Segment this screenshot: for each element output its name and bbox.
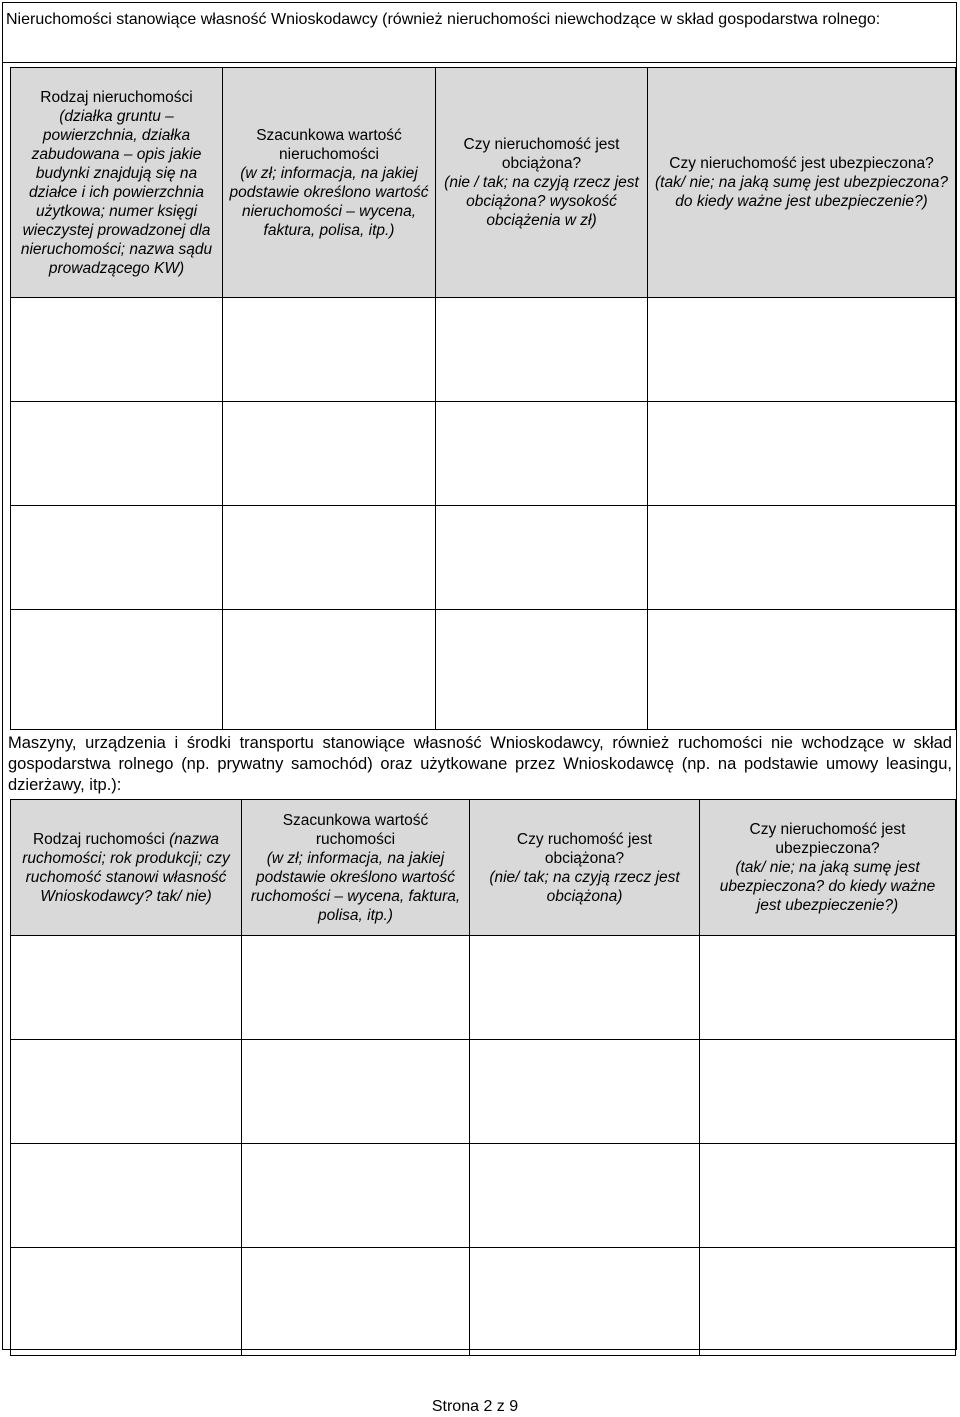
entry-cell[interactable] <box>11 402 223 506</box>
entry-cell[interactable] <box>242 936 470 1040</box>
col-header-estimated-value <box>242 800 470 936</box>
entry-cell[interactable] <box>470 936 700 1040</box>
col-header-insurance <box>700 800 956 936</box>
col-header-hint: (tak/ nie; na jaką sumę jest ubezpieczona? do kiedy ważne jest ubezpieczenie?) <box>719 859 936 914</box>
section2-title: Maszyny, urządzenia i środki transportu stanowiące własność Wnioskodawcy, również ruchomości nie wchodzące w skład gospodarstwa rolnego (np. prywatny samochód) oraz użytkowane przez Wnioskodawcę (np. na podstawie umowy leasingu, dzierżawy, itp.): <box>8 734 952 794</box>
col-header-hint: (nie/ tak; na czyją rzecz jest obciążona) <box>489 868 680 905</box>
table-row <box>11 610 956 730</box>
entry-cell[interactable] <box>648 298 956 402</box>
table-header-row <box>11 800 956 936</box>
entry-cell[interactable] <box>11 506 223 610</box>
title-divider <box>2 62 957 63</box>
real-estate-table <box>10 67 956 730</box>
table-row <box>11 402 956 506</box>
page-number: Strona 2 z 9 <box>431 1398 519 1415</box>
col-header-lead: Czy ruchomość jest obciążona? <box>516 830 653 867</box>
col-header-hint: (nazwa ruchomości; rok produkcji; czy ruchomość stanowi własność Wnioskodawcy? tak/ nie) <box>22 830 230 905</box>
entry-cell[interactable] <box>470 1040 700 1144</box>
entry-cell[interactable] <box>11 298 223 402</box>
entry-cell[interactable] <box>648 402 956 506</box>
entry-cell[interactable] <box>11 610 223 730</box>
entry-cell[interactable] <box>436 610 648 730</box>
entry-cell[interactable] <box>648 610 956 730</box>
section1-title: Nieruchomości stanowiące własność Wnioskodawcy (również nieruchomości niewchodzące w skład gospodarstwa rolnego: <box>6 11 881 28</box>
col-header-hint: (nie / tak; na czyją rzecz jest obciążona? wysokość obciążenia w zł) <box>444 174 639 229</box>
table-row <box>11 936 956 1040</box>
col-header-movable-type <box>11 800 242 936</box>
entry-cell[interactable] <box>223 402 436 506</box>
entry-cell[interactable] <box>11 1248 242 1356</box>
col-header-lead: Czy nieruchomość jest ubezpieczona? <box>749 821 906 857</box>
col-header-lead: Rodzaj ruchomości <box>32 830 165 848</box>
col-header-hint: (w zł; informacja, na jakiej podstawie określono wartość ruchomości – wycena, faktura, polisa, itp.) <box>250 849 461 924</box>
entry-cell[interactable] <box>436 298 648 402</box>
entry-cell[interactable] <box>700 1144 956 1248</box>
movables-table <box>10 799 956 1356</box>
col-header-encumbrance <box>470 800 700 936</box>
entry-cell[interactable] <box>242 1040 470 1144</box>
col-header-lead: Szacunkowa wartość ruchomości <box>282 811 429 848</box>
entry-cell[interactable] <box>436 506 648 610</box>
col-header-encumbrance <box>436 68 648 298</box>
entry-cell[interactable] <box>223 298 436 402</box>
entry-cell[interactable] <box>470 1144 700 1248</box>
table-row <box>11 506 956 610</box>
col-header-hint: (w zł; informacja, na jakiej podstawie określono wartość nieruchomości – wycena, faktura, polisa, itp.) <box>229 164 429 239</box>
entry-cell[interactable] <box>436 402 648 506</box>
entry-cell[interactable] <box>11 936 242 1040</box>
entry-cell[interactable] <box>700 936 956 1040</box>
col-header-lead: Czy nieruchomość jest obciążona? <box>463 136 620 172</box>
entry-cell[interactable] <box>11 1040 242 1144</box>
col-header-hint: (tak/ nie; na jaką sumę jest ubezpieczona? do kiedy ważne jest ubezpieczenie?) <box>655 174 948 210</box>
entry-cell[interactable] <box>11 1144 242 1248</box>
table-row <box>11 1040 956 1144</box>
entry-cell[interactable] <box>223 610 436 730</box>
table-row <box>11 298 956 402</box>
table-row <box>11 1144 956 1248</box>
col-header-estimated-value <box>223 68 436 298</box>
col-header-lead: Szacunkowa wartość nieruchomości <box>256 126 402 163</box>
entry-cell[interactable] <box>242 1144 470 1248</box>
entry-cell[interactable] <box>470 1248 700 1356</box>
col-header-lead: Rodzaj nieruchomości <box>40 88 193 106</box>
table-row <box>11 1248 956 1356</box>
col-header-lead: Czy nieruchomość jest ubezpieczona? <box>669 155 934 172</box>
table-header-row <box>11 68 956 298</box>
entry-cell[interactable] <box>223 506 436 610</box>
col-header-insurance <box>648 68 956 298</box>
col-header-hint: (działka gruntu – powierzchnia, działka zabudowana – opis jakie budynki znajdują się na działce i ich powierzchnia użytkowa; numer księgi wieczystej prowadzonej dla nieruchomości; nazwa sądu prowadzącego KW) <box>20 107 213 277</box>
entry-cell[interactable] <box>700 1248 956 1356</box>
entry-cell[interactable] <box>648 506 956 610</box>
entry-cell[interactable] <box>700 1040 956 1144</box>
col-header-property-type <box>11 68 223 298</box>
entry-cell[interactable] <box>242 1248 470 1356</box>
